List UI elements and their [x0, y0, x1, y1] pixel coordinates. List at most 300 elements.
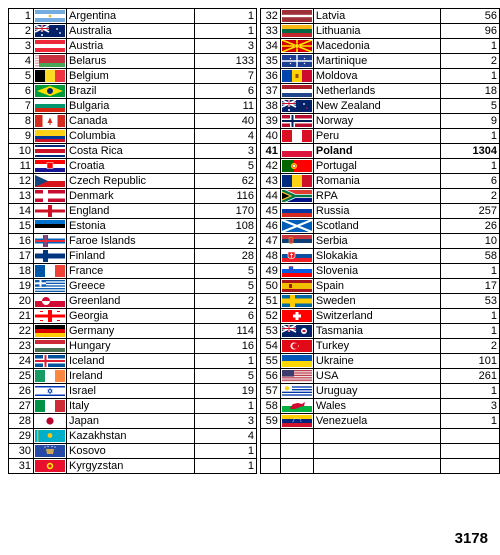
country-count: 1	[441, 414, 500, 429]
row-number: 9	[9, 129, 34, 144]
argentina-flag-icon	[34, 9, 67, 24]
row-number: 45	[261, 204, 281, 219]
country-count: 1	[195, 444, 257, 459]
germany-flag-icon	[34, 324, 67, 339]
table-row	[261, 84, 500, 99]
row-number: 2	[9, 24, 34, 39]
country-name: Norway	[313, 114, 440, 129]
country-name: Spain	[313, 279, 440, 294]
table-row	[9, 369, 257, 384]
new-zealand-flag-icon	[280, 99, 313, 114]
country-name: Croatia	[67, 159, 195, 174]
israel-flag-icon	[34, 384, 67, 399]
table-row	[261, 234, 500, 249]
country-count: 16	[195, 339, 257, 354]
country-count: 2	[441, 54, 500, 69]
country-count	[441, 429, 500, 444]
iceland-flag-icon	[34, 354, 67, 369]
country-name	[313, 444, 440, 459]
table-row	[261, 69, 500, 84]
table-row	[9, 444, 257, 459]
row-number: 33	[261, 24, 281, 39]
row-number: 19	[9, 279, 34, 294]
table-row	[9, 384, 257, 399]
row-number: 26	[9, 384, 34, 399]
spain-flag-icon	[280, 279, 313, 294]
country-name: Columbia	[67, 129, 195, 144]
table-row	[9, 99, 257, 114]
empty-flag-cell	[280, 444, 313, 459]
row-number: 34	[261, 39, 281, 54]
colombia-flag-icon	[34, 129, 67, 144]
table-row	[9, 279, 257, 294]
row-number: 55	[261, 354, 281, 369]
country-name: France	[67, 264, 195, 279]
switzerland-flag-icon	[280, 309, 313, 324]
martinique-flag-icon	[280, 54, 313, 69]
table-row	[9, 264, 257, 279]
row-number: 4	[9, 54, 34, 69]
country-name: Scotland	[313, 219, 440, 234]
country-count: 6	[195, 84, 257, 99]
canada-flag-icon	[34, 114, 67, 129]
row-number: 5	[9, 69, 34, 84]
table-row	[9, 174, 257, 189]
country-count: 1	[441, 159, 500, 174]
row-number: 39	[261, 114, 281, 129]
tasmania-flag-icon	[280, 324, 313, 339]
country-count: 11	[195, 99, 257, 114]
austria-flag-icon	[34, 39, 67, 54]
row-number: 25	[9, 369, 34, 384]
country-name: Martinique	[313, 54, 440, 69]
table-row	[261, 324, 500, 339]
belarus-flag-icon	[34, 54, 67, 69]
empty-flag-cell	[280, 459, 313, 474]
row-number: 16	[9, 234, 34, 249]
country-count: 1	[441, 39, 500, 54]
finland-flag-icon	[34, 249, 67, 264]
country-table-right	[260, 8, 500, 474]
table-row	[261, 429, 500, 444]
country-count: 1304	[441, 144, 500, 159]
country-name: Wales	[313, 399, 440, 414]
australia-flag-icon	[34, 24, 67, 39]
country-count: 7	[195, 69, 257, 84]
row-number: 49	[261, 264, 281, 279]
table-row	[9, 69, 257, 84]
table-row	[261, 219, 500, 234]
country-count: 5	[195, 369, 257, 384]
country-name: Australia	[67, 24, 195, 39]
country-name: Russia	[313, 204, 440, 219]
table-row	[9, 294, 257, 309]
turkey-flag-icon	[280, 339, 313, 354]
denmark-flag-icon	[34, 189, 67, 204]
country-name: Lithuania	[313, 24, 440, 39]
country-count: 1	[441, 309, 500, 324]
france-flag-icon	[34, 264, 67, 279]
wales-flag-icon	[280, 399, 313, 414]
country-count: 4	[195, 429, 257, 444]
country-count: 261	[441, 369, 500, 384]
norway-flag-icon	[280, 114, 313, 129]
table-row	[261, 129, 500, 144]
japan-flag-icon	[34, 414, 67, 429]
table-row	[9, 354, 257, 369]
table-row	[261, 144, 500, 159]
scotland-flag-icon	[280, 219, 313, 234]
row-number: 14	[9, 204, 34, 219]
row-number: 58	[261, 399, 281, 414]
table-row	[261, 264, 500, 279]
country-name: Kosovo	[67, 444, 195, 459]
table-row	[261, 24, 500, 39]
row-number	[261, 459, 281, 474]
country-count: 58	[441, 249, 500, 264]
country-count: 26	[441, 219, 500, 234]
row-number: 57	[261, 384, 281, 399]
table-row	[9, 204, 257, 219]
country-count: 1	[195, 354, 257, 369]
table-row	[9, 219, 257, 234]
row-number: 35	[261, 54, 281, 69]
country-name: Tasmania	[313, 324, 440, 339]
table-row	[261, 189, 500, 204]
table-row	[261, 294, 500, 309]
hungary-flag-icon	[34, 339, 67, 354]
table-row	[261, 114, 500, 129]
south-africa-flag-icon	[280, 189, 313, 204]
country-name: Israel	[67, 384, 195, 399]
country-name: Italy	[67, 399, 195, 414]
table-row	[9, 249, 257, 264]
country-count: 1	[441, 69, 500, 84]
slovakia-flag-icon	[280, 249, 313, 264]
row-number: 46	[261, 219, 281, 234]
macedonia-flag-icon	[280, 39, 313, 54]
row-number: 21	[9, 309, 34, 324]
country-name: Kyrgyzstan	[67, 459, 195, 474]
country-name: Romania	[313, 174, 440, 189]
row-number: 43	[261, 174, 281, 189]
peru-flag-icon	[280, 129, 313, 144]
table-row	[9, 339, 257, 354]
country-count: 1	[195, 9, 257, 24]
country-count: 5	[195, 159, 257, 174]
country-name: Greece	[67, 279, 195, 294]
row-number: 27	[9, 399, 34, 414]
table-row	[9, 84, 257, 99]
country-count: 5	[441, 99, 500, 114]
table-row	[261, 459, 500, 474]
row-number: 23	[9, 339, 34, 354]
row-number: 48	[261, 249, 281, 264]
country-count: 2	[441, 189, 500, 204]
country-name: Bulgaria	[67, 99, 195, 114]
country-count: 2	[195, 294, 257, 309]
row-number: 12	[9, 174, 34, 189]
country-count: 3	[195, 144, 257, 159]
netherlands-flag-icon	[280, 84, 313, 99]
table-row	[261, 414, 500, 429]
country-name: Slovenia	[313, 264, 440, 279]
table-row	[261, 354, 500, 369]
country-count	[441, 459, 500, 474]
row-number: 15	[9, 219, 34, 234]
ireland-flag-icon	[34, 369, 67, 384]
russia-flag-icon	[280, 204, 313, 219]
faroe-flag-icon	[34, 234, 67, 249]
table-row	[9, 54, 257, 69]
country-name: Netherlands	[313, 84, 440, 99]
country-name: Ukraine	[313, 354, 440, 369]
table-row	[261, 279, 500, 294]
row-number: 22	[9, 324, 34, 339]
country-name: Costa Rica	[67, 144, 195, 159]
sweden-flag-icon	[280, 294, 313, 309]
row-number: 30	[9, 444, 34, 459]
country-count: 133	[195, 54, 257, 69]
country-name: Poland	[313, 144, 440, 159]
table-row	[9, 399, 257, 414]
country-count: 10	[441, 234, 500, 249]
row-number: 18	[9, 264, 34, 279]
estonia-flag-icon	[34, 219, 67, 234]
table-row	[261, 174, 500, 189]
row-number: 47	[261, 234, 281, 249]
table-row	[9, 324, 257, 339]
country-name: RPA	[313, 189, 440, 204]
row-number: 38	[261, 99, 281, 114]
table-row	[261, 9, 500, 24]
row-number	[261, 444, 281, 459]
country-count: 116	[195, 189, 257, 204]
row-number: 10	[9, 144, 34, 159]
country-count: 101	[441, 354, 500, 369]
croatia-flag-icon	[34, 159, 67, 174]
country-name: Belgium	[67, 69, 195, 84]
row-number: 29	[9, 429, 34, 444]
row-number: 28	[9, 414, 34, 429]
row-number: 54	[261, 339, 281, 354]
table-row	[261, 249, 500, 264]
country-count: 257	[441, 204, 500, 219]
table-row	[261, 384, 500, 399]
row-number: 42	[261, 159, 281, 174]
country-count: 1	[195, 24, 257, 39]
table-row	[9, 24, 257, 39]
table-row	[261, 399, 500, 414]
country-name: Macedonia	[313, 39, 440, 54]
table-row	[261, 99, 500, 114]
country-name: Turkey	[313, 339, 440, 354]
row-number: 53	[261, 324, 281, 339]
country-name: Austria	[67, 39, 195, 54]
country-count: 1	[441, 129, 500, 144]
empty-flag-cell	[280, 429, 313, 444]
row-number: 24	[9, 354, 34, 369]
poland-flag-icon	[280, 144, 313, 159]
table-row	[9, 414, 257, 429]
country-name: Faroe Islands	[67, 234, 195, 249]
row-number: 32	[261, 9, 281, 24]
row-number: 1	[9, 9, 34, 24]
country-count: 17	[441, 279, 500, 294]
row-number: 6	[9, 84, 34, 99]
country-count: 6	[195, 309, 257, 324]
lithuania-flag-icon	[280, 24, 313, 39]
moldova-flag-icon	[280, 69, 313, 84]
row-number: 20	[9, 294, 34, 309]
table-row	[9, 9, 257, 24]
country-name: Georgia	[67, 309, 195, 324]
row-number: 37	[261, 84, 281, 99]
table-row	[9, 429, 257, 444]
country-name: Iceland	[67, 354, 195, 369]
country-name: Belarus	[67, 54, 195, 69]
country-name: Latvia	[313, 9, 440, 24]
table-row	[9, 39, 257, 54]
country-name: Brazil	[67, 84, 195, 99]
table-row	[261, 54, 500, 69]
country-count: 28	[195, 249, 257, 264]
costa-rica-flag-icon	[34, 144, 67, 159]
table-row	[9, 129, 257, 144]
country-count: 3	[441, 399, 500, 414]
country-name: Canada	[67, 114, 195, 129]
table-row	[261, 159, 500, 174]
belgium-flag-icon	[34, 69, 67, 84]
slovenia-flag-icon	[280, 264, 313, 279]
country-name: Estonia	[67, 219, 195, 234]
country-count: 9	[441, 114, 500, 129]
brazil-flag-icon	[34, 84, 67, 99]
country-count: 5	[195, 264, 257, 279]
country-count: 1	[441, 264, 500, 279]
country-count: 2	[441, 339, 500, 354]
country-name: Denmark	[67, 189, 195, 204]
country-count: 108	[195, 219, 257, 234]
country-name: Sweden	[313, 294, 440, 309]
grand-total: 3178	[454, 530, 488, 547]
country-name	[313, 429, 440, 444]
country-name: Finland	[67, 249, 195, 264]
romania-flag-icon	[280, 174, 313, 189]
row-number: 51	[261, 294, 281, 309]
country-count: 56	[441, 9, 500, 24]
country-name: Uruguay	[313, 384, 440, 399]
row-number: 11	[9, 159, 34, 174]
row-number: 56	[261, 369, 281, 384]
country-name: Switzerland	[313, 309, 440, 324]
country-count: 5	[195, 279, 257, 294]
country-name: Japan	[67, 414, 195, 429]
serbia-flag-icon	[280, 234, 313, 249]
ukraine-flag-icon	[280, 354, 313, 369]
country-count: 2	[195, 234, 257, 249]
row-number: 50	[261, 279, 281, 294]
kyrgyzstan-flag-icon	[34, 459, 67, 474]
row-number: 52	[261, 309, 281, 324]
row-number: 3	[9, 39, 34, 54]
country-name: Czech Republic	[67, 174, 195, 189]
country-count: 114	[195, 324, 257, 339]
country-count: 18	[441, 84, 500, 99]
country-name: Hungary	[67, 339, 195, 354]
country-count: 4	[195, 129, 257, 144]
table-row	[261, 204, 500, 219]
country-name: Argentina	[67, 9, 195, 24]
table-row	[9, 234, 257, 249]
country-count: 62	[195, 174, 257, 189]
country-count: 53	[441, 294, 500, 309]
country-name: Portugal	[313, 159, 440, 174]
country-name: Peru	[313, 129, 440, 144]
usa-flag-icon	[280, 369, 313, 384]
country-name: Serbia	[313, 234, 440, 249]
table-row	[9, 114, 257, 129]
country-name: England	[67, 204, 195, 219]
row-number: 8	[9, 114, 34, 129]
country-table-left	[8, 8, 257, 474]
table-row	[9, 459, 257, 474]
country-count: 6	[441, 174, 500, 189]
row-number: 17	[9, 249, 34, 264]
country-count: 3	[195, 39, 257, 54]
greece-flag-icon	[34, 279, 67, 294]
row-number: 59	[261, 414, 281, 429]
country-name: Kazakhstan	[67, 429, 195, 444]
table-row	[9, 159, 257, 174]
table-row	[9, 309, 257, 324]
georgia-flag-icon	[34, 309, 67, 324]
table-row	[261, 309, 500, 324]
portugal-flag-icon	[280, 159, 313, 174]
country-count: 96	[441, 24, 500, 39]
country-name: Moldova	[313, 69, 440, 84]
country-name: Greenland	[67, 294, 195, 309]
row-number: 44	[261, 189, 281, 204]
row-number: 36	[261, 69, 281, 84]
country-name	[313, 459, 440, 474]
table-row	[261, 444, 500, 459]
kosovo-flag-icon	[34, 444, 67, 459]
row-number	[261, 429, 281, 444]
country-name: New Zealand	[313, 99, 440, 114]
uruguay-flag-icon	[280, 384, 313, 399]
italy-flag-icon	[34, 399, 67, 414]
table-row	[9, 189, 257, 204]
table-row	[261, 339, 500, 354]
venezuela-flag-icon	[280, 414, 313, 429]
country-name: Slokakia	[313, 249, 440, 264]
country-name: USA	[313, 369, 440, 384]
country-count	[441, 444, 500, 459]
country-name: Ireland	[67, 369, 195, 384]
england-flag-icon	[34, 204, 67, 219]
row-number: 41	[261, 144, 281, 159]
country-count: 19	[195, 384, 257, 399]
greenland-flag-icon	[34, 294, 67, 309]
country-name: Germany	[67, 324, 195, 339]
table-row	[261, 39, 500, 54]
row-number: 31	[9, 459, 34, 474]
bulgaria-flag-icon	[34, 99, 67, 114]
country-count: 1	[441, 384, 500, 399]
czech-flag-icon	[34, 174, 67, 189]
latvia-flag-icon	[280, 9, 313, 24]
